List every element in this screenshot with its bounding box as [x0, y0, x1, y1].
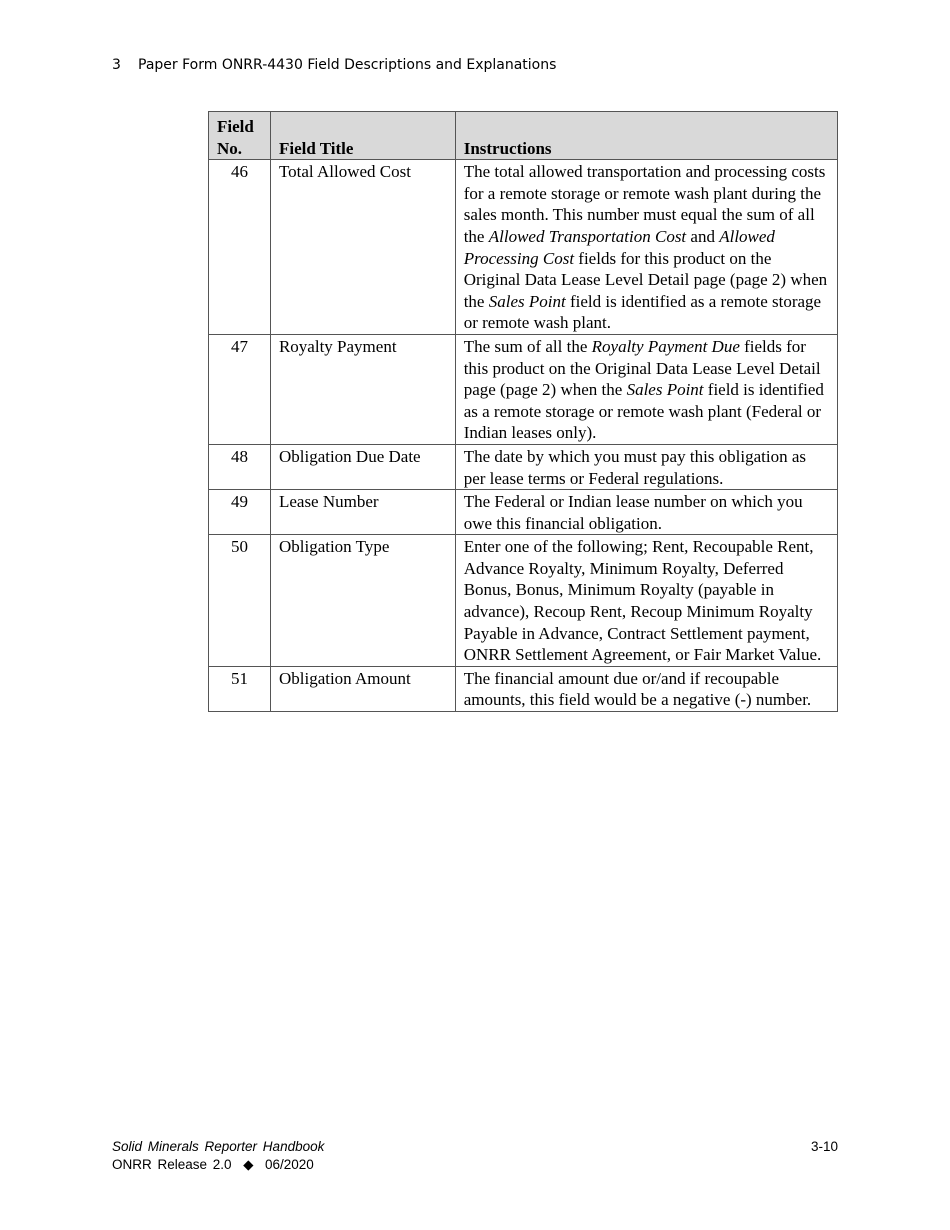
field-reference: Allowed Transportation Cost [488, 226, 687, 246]
instruction-text: field is identified as a remote storage or remote wash plant. [463, 291, 822, 333]
field-title: Obligation Type [270, 535, 455, 667]
instruction-text: field is identified as a remote storage or remote wash plant (Federal or Indian leases only). [463, 380, 824, 443]
field-number: 46 [209, 160, 271, 335]
table-header-row [209, 112, 838, 160]
instruction-text: The sum of all the [463, 336, 592, 356]
field-number: 50 [209, 535, 271, 667]
instruction-text: The financial amount due or/and if recoupable amounts, this field would be a negative (-) number. [463, 668, 812, 710]
diamond-separator-icon: ◆ [243, 1157, 254, 1172]
field-instructions [455, 444, 837, 489]
field-instructions [455, 535, 837, 667]
field-title: Lease Number [270, 490, 455, 535]
column-header-field-title: Field Title [270, 112, 455, 160]
footer-left [112, 1138, 324, 1174]
instruction-text: The date by which you must pay this obligation as per lease terms or Federal regulations. [463, 446, 807, 488]
section-title: Paper Form ONRR-4430 Field Descriptions and Explanations [138, 57, 557, 73]
table-row [209, 334, 838, 444]
table-row [209, 490, 838, 535]
field-reference: Royalty Payment Due [591, 336, 740, 356]
field-title: Total Allowed Cost [270, 160, 455, 335]
page-number: 3-10 [810, 1139, 838, 1154]
column-header-instructions: Instructions [455, 112, 837, 160]
field-instructions [455, 490, 837, 535]
field-reference: Allowed Processing Cost [463, 226, 775, 268]
field-reference: Sales Point [626, 380, 704, 400]
field-descriptions-table [208, 111, 838, 712]
instruction-text: The total allowed transportation and processing costs for a remote storage or remote wash plant during the sales month. This number must equal the sum of all the [463, 162, 826, 246]
instruction-text: fields for this product on the Original Data Lease Level Detail page (page 2) when the [463, 336, 821, 400]
field-instructions [455, 666, 837, 711]
handbook-title: Solid Minerals Reporter Handbook [112, 1139, 325, 1154]
table-row [209, 444, 838, 489]
section-number: 3 [112, 57, 121, 73]
field-instructions [455, 334, 837, 444]
instruction-text: fields for this product on the Original Data Lease Level Detail page (page 2) when the [463, 248, 828, 311]
field-instructions [455, 160, 837, 335]
field-number: 48 [209, 444, 271, 489]
instruction-text: Enter one of the following; Rent, Recoupable Rent, Advance Royalty, Minimum Royalty, Deferred Bonus, Bonus, Minimum Royalty (payable in advance), Recoup Rent, Recoup Minimum Royalty Payable in Advance, Contract Settlement payment, ONRR Settlement Agreement, or Fair Market Value. [463, 537, 822, 665]
field-reference: Sales Point [488, 291, 566, 311]
release-info: ONRR Release 2.0 ◆ 06/2020 [112, 1157, 314, 1172]
instruction-text: and [686, 226, 720, 246]
field-title: Royalty Payment [270, 334, 455, 444]
field-number: 47 [209, 334, 271, 444]
field-number: 49 [209, 490, 271, 535]
field-title: Obligation Amount [270, 666, 455, 711]
field-number: 51 [209, 666, 271, 711]
column-header-field-no: Field No. [209, 112, 271, 160]
table-row [209, 666, 838, 711]
instruction-text: The Federal or Indian lease number on which you owe this financial obligation. [463, 492, 803, 533]
field-title: Obligation Due Date [270, 444, 455, 489]
table-row [209, 160, 838, 335]
page-header [112, 57, 556, 73]
table-row [209, 535, 838, 667]
